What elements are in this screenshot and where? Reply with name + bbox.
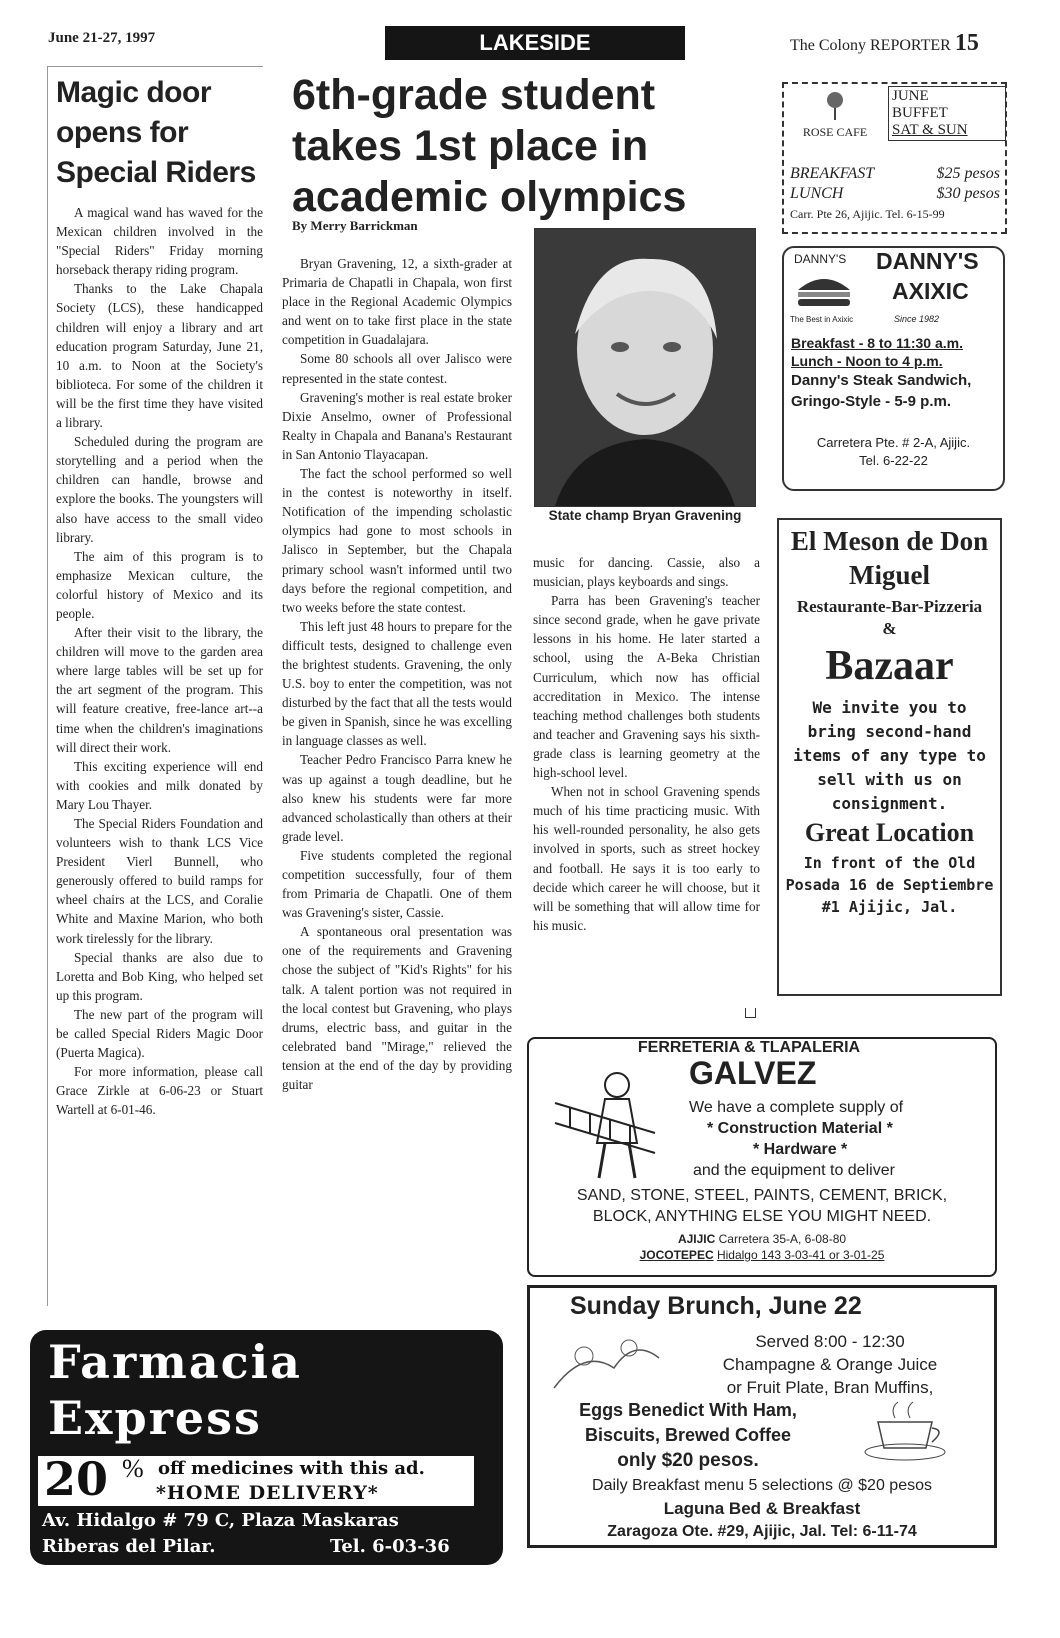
- article-body: [56, 203, 263, 1120]
- breakfast-row: [790, 164, 1000, 184]
- paper-name: [790, 30, 979, 57]
- branch-address: Hidalgo 143 3-03-41 or 3-01-25: [716, 1248, 885, 1262]
- portrait-image: [535, 229, 755, 506]
- paragraph: Thanks to the Lake Chapala Society (LCS), these handicapped children will enjoy a library and art education program Saturday, June 21, 10 a.m. to Noon at the Society's biblioteca. For some of the children it will be the first time they have visited a library.: [56, 281, 263, 431]
- paragraph: This left just 48 hours to prepare for the difficult tests, designed to challenge even the brightest students. Gravening, the only U.S. boy to enter the competition, was not disturbed by the fact that all the tests would be given in Spanish, since he was excelling in language classes as well.: [282, 618, 512, 749]
- galvez-supply: [689, 1097, 989, 1181]
- meson-subtitle: Restaurante-Bar-Pizzeria &: [796, 597, 983, 638]
- rose-logo-text: ROSE CAFE: [802, 125, 868, 139]
- branch-address: Carretera 35-A, 6-08-80: [718, 1232, 847, 1246]
- paragraph: Scheduled during the program are storytelling and a period when the children can handle, browse and explore the books. The youngsters will also have access to the small video library.: [56, 434, 263, 545]
- paper-title: The Colony REPORTER: [790, 37, 951, 54]
- paragraph: The aim of this program is to emphasize Mexican culture, the colorful history of Mexico and its people.: [56, 548, 263, 621]
- galvez-line: * Hardware *: [753, 1141, 848, 1158]
- discount-strip: [38, 1452, 474, 1506]
- rose-cafe-ad: [782, 82, 1007, 234]
- galvez-jocotepec: [529, 1247, 995, 1263]
- rose-prices: [790, 164, 1000, 224]
- farmacia-area: Riberas del Pilar.: [42, 1536, 216, 1557]
- galvez-line: We have a complete supply of: [689, 1099, 904, 1116]
- galvez-line: * Construction Material *: [707, 1120, 893, 1137]
- byline: By Merry Barrickman: [292, 218, 418, 233]
- discount-text: off medicines with this ad.: [158, 1458, 425, 1479]
- breakfast-price: $25 pesos: [936, 165, 1000, 182]
- branch-label: AJIJIC: [677, 1232, 716, 1246]
- dannys-hours: [791, 334, 997, 412]
- dannys-ad: [782, 246, 1005, 491]
- dannys-small-name: DANNY'S: [794, 252, 847, 266]
- coffee-cup-icon: [860, 1400, 950, 1462]
- farmacia-title: [48, 1334, 302, 1446]
- galvez-ad: [527, 1037, 997, 1277]
- brunch-line: Daily Breakfast menu 5 selections @ $20 pesos: [592, 1477, 932, 1494]
- lunch-hours: Lunch - Noon to 4 p.m.: [791, 353, 943, 369]
- brunch-line: Served 8:00 - 12:30: [755, 1332, 905, 1351]
- photo-caption: State champ Bryan Gravening: [548, 508, 742, 523]
- paragraph: For more information, please call Grace Zirkle at 6-06-23 or Stuart Wartell at 6-01-46.: [56, 1064, 263, 1118]
- flower-sketch-icon: [544, 1328, 664, 1398]
- paragraph: Gravening's mother is real estate broker Dixie Anselmo, owner of Professional Realty in Chapala and Banana's Restaurant in San Antonio Tlayacapan.: [282, 389, 512, 462]
- galvez-line: BLOCK, ANYTHING ELSE YOU MIGHT NEED.: [592, 1208, 932, 1225]
- galvez-top: FERRETERIA & TLAPALERIA: [637, 1039, 861, 1056]
- galvez-name: GALVEZ: [689, 1055, 817, 1091]
- brunch-line: or Fruit Plate, Bran Muffins,: [726, 1378, 934, 1397]
- farmacia-express-ad: [30, 1330, 503, 1565]
- dannys-contact: [784, 434, 1003, 470]
- dannys-title: DANNY'S: [876, 248, 979, 274]
- article-headline: Magic door opens for Special Riders: [56, 76, 256, 189]
- lunch-price: $30 pesos: [936, 185, 1000, 202]
- brunch-line: Champagne & Orange Juice: [722, 1355, 938, 1374]
- brunch-line: Zaragoza Ote. #29, Ajijic, Jal. Tel: 6-11-74: [607, 1523, 917, 1540]
- end-mark-icon: [745, 1008, 756, 1018]
- brunch-line: Biscuits, Brewed Coffee: [584, 1425, 792, 1445]
- rose-icon: [820, 90, 850, 120]
- breakfast-hours: Breakfast - 8 to 11:30 a.m.: [791, 335, 963, 351]
- meson-location: In front of the Old Posada 16 de Septiembre #1 Ajijic, Jal.: [785, 854, 994, 916]
- paragraph: A magical wand has waved for the Mexican children involved in the "Special Riders" Friday morning horseback therapy riding program.: [56, 205, 263, 278]
- rose-logo: [790, 90, 880, 148]
- brunch-main: [538, 1398, 838, 1473]
- dannys-special: Danny's Steak Sandwich, Gringo-Style - 5-9 p.m.: [791, 372, 972, 410]
- farmacia-title-line: Farmacia: [48, 1335, 302, 1389]
- galvez-materials: [529, 1185, 995, 1227]
- meson-great-location: Great Location: [804, 818, 975, 847]
- paragraph: The fact the school performed so well in the contest is noteworthy in itself. Notification of the impending scholastic olympics had gone to most schools in Jalisco in September, but the Chapala primary school wasn't informed until two days before the regional competition, and two weeks before the state contest.: [282, 466, 512, 615]
- paragraph: Parra has been Gravening's teacher since second grade, when he gave private lessons in his home. He later started a school, using the A-Beka Christian Curriculum, which now has official accreditation in Mexico. The intense teaching method challenges both students and teacher and Gravening says his sixth-grade class is learning geometry at the high-school level.: [533, 593, 760, 781]
- lunch-label: LUNCH: [790, 185, 844, 202]
- rose-address: Carr. Pte 26, Ajijic. Tel. 6-15-99: [790, 207, 945, 221]
- brunch-line: Laguna Bed & Breakfast: [663, 1499, 861, 1518]
- paragraph: Teacher Pedro Francisco Parra knew he was up against a tough deadline, but he also knew his students were far more advanced scholastically than others at their grade level.: [282, 752, 512, 844]
- paragraph: Five students completed the regional competition successfully, four of them from Primaria de Chapatli. One of them was Gravening's sister, Cassie.: [282, 847, 512, 921]
- farmacia-title-line: Express: [48, 1391, 262, 1445]
- paragraph: A spontaneous oral presentation was one of the requirements and Gravening chose the subject of "Kid's Rights" for his talk. A talent portion was not required in the local contest but Gravening, who plays drums, electric bass, and guitar in the celebrated band "Mirage," relieved the tension at the end of the day by providing guitar: [282, 924, 512, 1093]
- galvez-line: and the equipment to deliver: [693, 1162, 895, 1179]
- dannys-subtitle: AXIXIC: [892, 278, 969, 304]
- paragraph: music for dancing. Cassie, also a musician, plays keyboards and sings.: [533, 555, 760, 590]
- brunch-menu: [680, 1330, 980, 1399]
- meson-title: El Meson de Don Miguel: [790, 526, 989, 590]
- brunch-line: only $20 pesos.: [617, 1450, 759, 1471]
- brunch-title: Sunday Brunch, June 22: [570, 1292, 862, 1320]
- dannys-tagline: The Best in Axixic: [790, 315, 854, 324]
- sunday-brunch-ad: [527, 1285, 997, 1548]
- galvez-line: SAND, STONE, STEEL, PAINTS, CEMENT, BRICK,: [576, 1187, 948, 1204]
- paragraph: The Special Riders Foundation and volunteers wish to thank LCS Vice President Vierl Bunnell, who generously offered to build ramps for wheel chairs at the LCS, and Coralie White and Maxine Marion, who both work tirelessly for the library.: [56, 816, 263, 946]
- olympics-column-2: [533, 553, 760, 1023]
- branch-label: JOCOTEPEC: [639, 1248, 714, 1262]
- paragraph: Bryan Gravening, 12, a sixth-grader at Primaria de Chapatli in Chapala, won first place in the Regional Academic Olympics and went on to take first place in the state competition in Guadalajara.: [282, 256, 512, 348]
- paragraph: Some 80 schools all over Jalisco were represented in the state contest.: [282, 351, 512, 386]
- section-banner: LAKESIDE: [385, 26, 685, 60]
- burger-icon: [794, 272, 854, 312]
- buffet-line: SAT & SUN: [892, 122, 968, 138]
- galvez-branches: [529, 1231, 995, 1263]
- page-number: 15: [954, 30, 979, 56]
- el-meson-ad: [777, 518, 1002, 996]
- home-delivery: *HOME DELIVERY*: [156, 1482, 379, 1504]
- farmacia-address: Av. Hidalgo # 79 C, Plaza Maskaras: [42, 1510, 399, 1531]
- lunch-row: [790, 184, 1000, 204]
- olympics-column-1: [282, 254, 512, 1314]
- farmacia-tel: Tel. 6-03-36: [330, 1536, 450, 1557]
- paragraph: When not in school Gravening spends much of his time practicing music. With his well-rounded personality, he also gets involved in sports, such as street hockey and football. He says it is too early to decide which career he will choose, but it will be something that will allow time for his music.: [533, 784, 760, 933]
- brunch-line: Eggs Benedict With Ham,: [579, 1400, 797, 1420]
- paragraph: Special thanks are also due to Loretta and Bob King, who helped set up this program.: [56, 949, 263, 1003]
- paragraph: This exciting experience will end with cookies and milk donated by Mary Lou Thayer.: [56, 758, 263, 812]
- paragraph: The new part of the program will be called Special Riders Magic Door (Puerta Magica).: [56, 1006, 263, 1061]
- discount-number: 20: [44, 1452, 109, 1506]
- paragraph: After their visit to the library, the children will move to the garden area where large tables will be set up for the art segment of the program. This will feature creative, free-lance art--a time when the children's imaginations will direct their work.: [56, 625, 263, 755]
- main-headline: 6th-grade student takes 1st place in academic olympics: [292, 71, 687, 221]
- magic-door-article: [47, 66, 263, 1306]
- galvez-ajijic: [529, 1231, 995, 1247]
- student-photo: [534, 228, 756, 507]
- dannys-since: Since 1982: [894, 314, 940, 324]
- buffet-line: BUFFET: [892, 105, 948, 121]
- buffet-box: [888, 86, 1006, 141]
- buffet-line: JUNE: [892, 88, 929, 104]
- breakfast-label: BREAKFAST: [790, 165, 875, 182]
- issue-date: June 21-27, 1997: [48, 30, 156, 46]
- worker-ladder-icon: [545, 1063, 665, 1183]
- brunch-footer: [530, 1474, 994, 1543]
- dannys-tel: Tel. 6-22-22: [859, 453, 928, 468]
- meson-invite: We invite you to bring second-hand items of any type to sell with us on consignment.: [793, 698, 986, 813]
- dannys-address: Carretera Pte. # 2-A, Ajijic.: [816, 435, 971, 450]
- percent-sign: %: [122, 1454, 144, 1483]
- meson-bazaar: Bazaar: [825, 643, 954, 689]
